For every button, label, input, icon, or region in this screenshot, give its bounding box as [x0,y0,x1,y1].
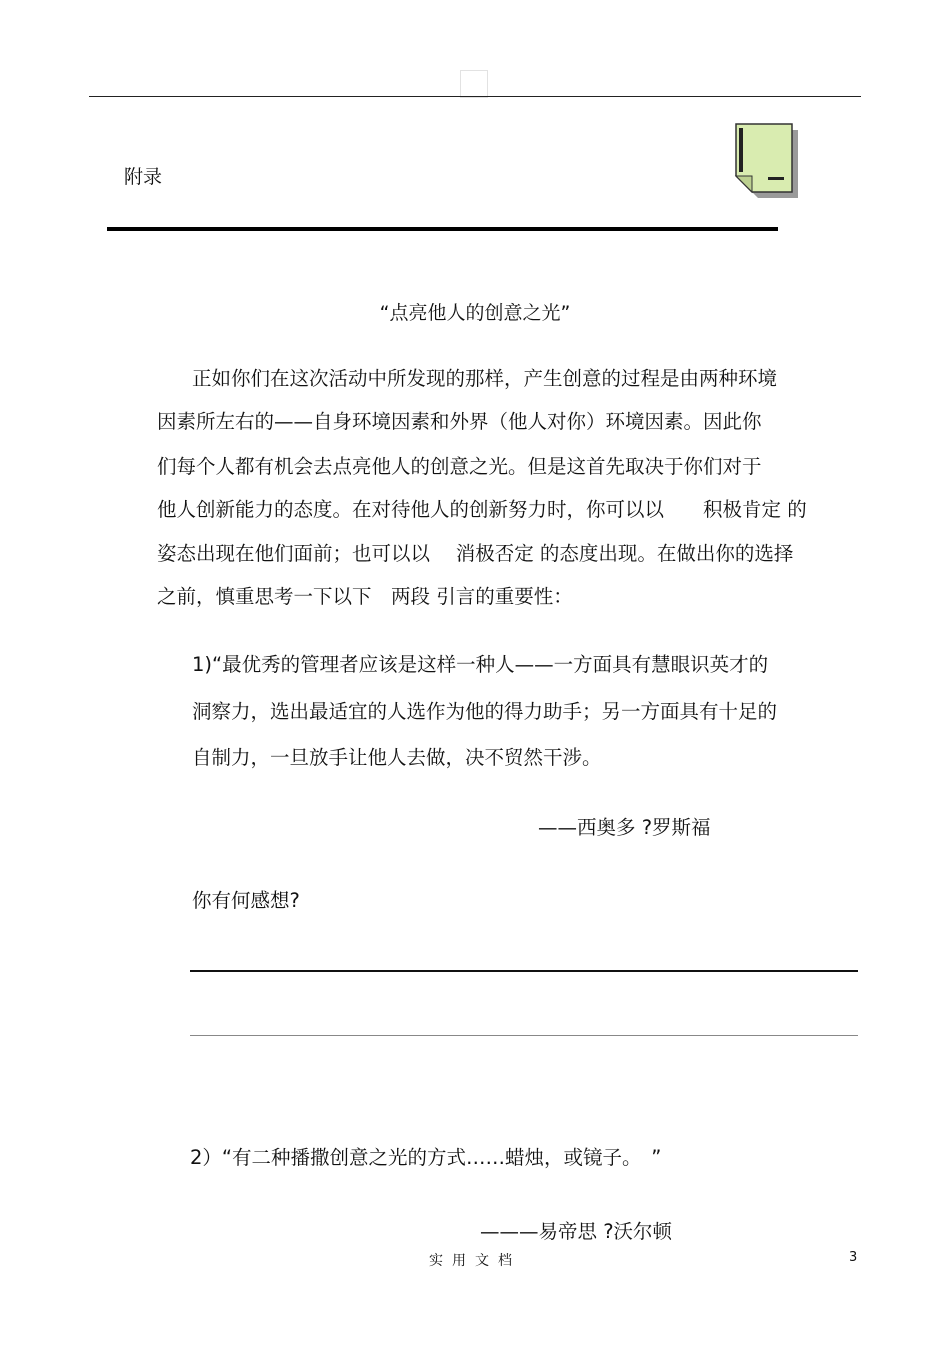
answer-line-2[interactable] [190,1035,858,1036]
header-rule [89,96,861,97]
page-footer: 实用文档 [429,1253,521,1269]
header-placeholder-box [460,70,488,98]
appendix-label: 附录 [124,166,163,188]
answer-line-1[interactable] [190,970,858,972]
body-line-3: 们每个人都有机会去点亮他人的创意之光。但是这首先取决于你们对于 [157,455,762,478]
quote1-author: ——西奥多 ?罗斯福 [538,816,711,839]
body-line-5: 姿态出现在他们面前；也可以以 消极否定 的态度出现。在做出你的选择 [157,542,794,565]
page-number: 3 [849,1250,858,1265]
page-title: “点亮他人的创意之光” [379,302,571,324]
quote1-line-1: 1)“最优秀的管理者应该是这样一种人——一方面具有慧眼识英才的 [192,653,769,676]
document-icon [734,122,802,200]
quote1-line-3: 自制力，一旦放手让他人去做，决不贸然干涉。 [192,746,602,769]
body-line-4: 他人创新能力的态度。在对待他人的创新努力时，你可以以 积极肯定 的 [157,498,807,521]
quote1-line-2: 洞察力，选出最适宜的人选作为他的得力助手；另一方面具有十足的 [192,700,778,723]
section-divider [107,227,778,231]
reflection-prompt: 你有何感想? [192,889,300,912]
body-line-2: 因素所左右的——自身环境因素和外界（他人对你）环境因素。因此你 [157,410,762,433]
quote2-author: ———易帝思 ?沃尔顿 [480,1220,673,1243]
body-line-6: 之前，慎重思考一下以下 两段 引言的重要性： [157,585,573,608]
quote2-text: 2）“有二种播撒创意之光的方式……蜡烛，或镜子。 ” [190,1146,662,1169]
body-line-1: 正如你们在这次活动中所发现的那样，产生创意的过程是由两种环境 [192,367,778,390]
